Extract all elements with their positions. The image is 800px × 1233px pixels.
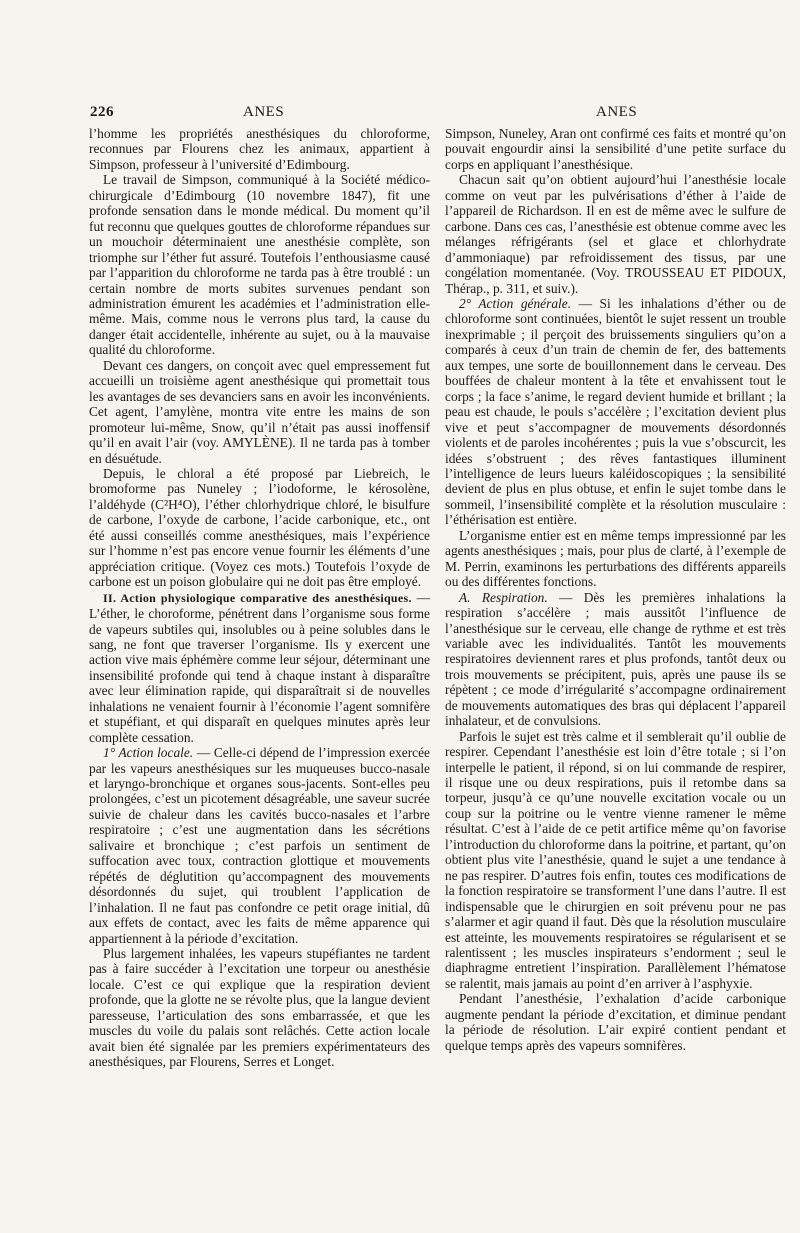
subsection-heading: A. Respiration. <box>459 589 548 605</box>
running-head-right: ANES <box>596 104 638 120</box>
paragraph: Simpson, Nuneley, Aran ont confirmé ces faits et montré qu’on pouvait engourdir ainsi la sensibilité d’une petite surface du corps en appliquant l’anesthésique. <box>445 126 786 172</box>
paragraph: Chacun sait qu’on obtient aujourd’hui l’anesthésie locale comme on veut par les pulvérisations d’éther à l’aide de l’appareil de Richardson. Il en est de même avec le sulfure de carbone. Dans ces cas, l’anesthésie est obtenue comme avec les mélanges réfrigérants (sel et glace et chlorhydrate d’ammoniaque) par refroidissement des tissus, par une congélation momentanée. (Voy. TROUSSEAU ET PIDOUX, Thérap., p. 311, et suiv.). <box>445 172 786 296</box>
paragraph: Parfois le sujet est très calme et il semblerait qu’il oublie de respirer. Cependant l’anesthésie est loin d’être totale ; si l’on interpelle le patient, il répond, si on lui commande de respirer, il risque une ou deux respirations, puis il retombe dans sa torpeur, jusqu’à ce qu’une nouvelle excitation vocale ou un coup sur la poitrine ou le ventre vienne ramener le même résultat. C’est à l’aide de ce petit artifice même qu’on favorise l’introduction du chloroforme dans la poitrine, et partant, qu’on obtient plus vite l’anesthésie, quand le sujet a une tendance à ne pas respirer. D’autres fois enfin, toutes ces modifications de la fonction respiratoire se transforment l’une dans l’autre. Il est indispensable que le chirurgien en soit prévenu pour ne pas s’alarmer et agir quand il faut. Dès que la résolution musculaire est atteinte, les mouvements respiratoires se régularisent et se ralentissent ; les muscles inspirateurs s’endorment ; seul le diaphragme entretient l’inspiration. Parallèlement l’hématose se ralentit, mais jamais au point d’en arriver à l’asphyxie. <box>445 728 786 991</box>
paragraph-text: — Si les inhalations d’éther ou de chloroforme sont continuées, bientôt le sujet ressent un trouble inexprimable ; il perçoit des bruissements singuliers qu’on a comparés à ceux d’un train de chemin de fer, des battements aux tempes, une sorte de bouillonnement dans le cerveau. Des bouffées de chaleur montent à la tête et envahissent tout le corps ; la face s’anime, le regard devient humide et brillant ; la peau est chaude, le pouls s’accélère ; l’excitation devient plus vive et peut s’accompagner de mouvements désordonnés violents et de paroles incohérentes ; puis la vue s’obscurcit, les idées s’obstruent ; des rêves fantastiques illuminent l’intelligence de leurs lueurs kaléidoscopiques ; la sensibilité devient de plus en plus obtuse, et enfin le sujet tombe dans le sommeil, l’insensibilité complète et la résolution musculaire : l’éthérisation est entière. <box>445 295 786 528</box>
section-paragraph <box>89 745 430 946</box>
section-paragraph <box>89 590 430 746</box>
subsection-heading: 1° Action locale. <box>103 745 194 761</box>
paragraph-text: — L’éther, le choroforme, pénétrent dans l’organisme sous forme de vapeurs subtiles qui, insolubles ou à peine solubles dans le sang, ne font que traverser l’organisme. Ils y exercent une action vive mais éphémère comme leur séjour, déterminant une insensibilité profonde qui tend à chaque instant à disparaître avec leur élimination rapide, qui disparaîtrait si de nouvelles inhalations ne venaient fournir à l’économie l’agent somnifère et stupéfiant, et qui disparaît en quelques minutes après leur complète cessation. <box>89 589 430 745</box>
running-head-left: ANES <box>243 104 285 120</box>
section-paragraph <box>445 590 786 729</box>
paragraph: L’organisme entier est en même temps impressionné par les agents anesthésiques ; mais, pour plus de clarté, à l’exemple de M. Perrin, examinons les perturbations des différents appareils ou des différentes fonctions. <box>445 527 786 590</box>
left-column <box>89 126 430 1070</box>
paragraph: Depuis, le chloral a été proposé par Liebreich, le bromoforme pas Nuneley ; l’iodoforme, le kérosolène, l’aldéhyde (C²H⁴O), l’éther chlorhydrique chloré, le bisulfure de carbone, l’oxyde de carbone, l’acide carbonique, etc., ont été aussi conseillés comme anesthésiques, mais l’expérience sur l’homme n’est pas encore venue fournir les éléments d’une appréciation critique. (Voyez ces mots.) Toutefois l’oxyde de carbone est un poison globulaire qui ne doit pas être employé. <box>89 465 430 590</box>
paragraph: Devant ces dangers, on conçoit avec quel empressement fut accueilli un troisième agent anesthésique qui promettait tous les avantages de ses devanciers sans en avoir les inconvénients. Cet agent, l’amylène, montra vite entre les mains de son promoteur lui-même, Snow, qu’il n’était pas aussi inoffensif qu’il en avait l’air (voy. AMYLÈNE). Il ne tarda pas à tomber en désuétude. <box>89 357 430 466</box>
paragraph: l’homme les propriétés anesthésiques du chloroforme, reconnues par Flourens chez les animaux, appartient à Simpson, professeur à l’université d’Edimbourg. <box>89 126 430 172</box>
paragraph: Pendant l’anesthésie, l’exhalation d’acide carbonique augmente pendant la période d’excitation, et diminue pendant la période de résolution. L’air expiré contient pendant et quelque temps après des vapeurs somnifères. <box>445 991 786 1053</box>
section-heading: II. Action physiologique comparative des anesthésiques. <box>103 590 412 605</box>
paragraph: Plus largement inhalées, les vapeurs stupéfiantes ne tardent pas à faire succéder à l’excitation une torpeur ou anesthésie locale. C’est ce qui explique que la respiration devient profonde, que la glotte ne se révolte plus, que la langue devient paresseuse, l’articulation des sons embarrassée, et que les muscles du voile du palais sont relâchés. Cette action locale avait bien été signalée par les premiers expérimentateurs des anesthésiques, par Flourens, Serres et Longet. <box>89 946 430 1070</box>
paragraph-text: — Dès les premières inhalations la respiration s’accélère ; mais aussitôt l’influence de l’anesthésique sur le cerveau, elle change de rythme et est très variable avec les individualités. Tantôt les mouvements respiratoires deviennent rares et plus profonds, tantôt deux ou trois mouvements se précipitent, puis, après une pause ils se répètent ; ce mode d’irrégularité s’accompagne ordinairement de mouvements automatiques des bras qui déplacent l’appareil inhalateur, et de convulsions. <box>445 589 786 729</box>
section-paragraph <box>445 296 786 528</box>
paragraph: Le travail de Simpson, communiqué à la Société médico-chirurgicale d’Edimbourg (10 novembre 1847), fit une profonde sensation dans le monde médical. Du moment qu’il fut reconnu que quelques gouttes de chloroforme répandues sur un mouchoir déterminaient une anesthésie complète, son triomphe sur l’éther fut assuré. Toutefois l’enthousiasme causé par l’apparition du chloroforme ne tarda pas à être troublé : un certain nombre de morts subites survenues pendant son administration émurent les académies et l’administration elle-même. Mais, comme nous le verrons plus tard, la cause du danger était accidentelle, inhérente au sujet, ou à la mauvaise qualité du chloroforme. <box>89 172 430 358</box>
paragraph-text: — Celle-ci dépend de l’impression exercée par les vapeurs anesthésiques sur les muqueuses bucco-nasale et laryngo-bronchique et organes sous-jacents. Sont-elles peu prolongées, c’est un picotement désagréable, une saveur sucrée suivie de chaleur dans les cavités bucco-nasales et l’arbre respiratoire ; c’est une augmentation dans les sécrétions salivaire et bronchique ; c’est parfois un sentiment de suffocation avec toux, contraction glottique et mouvements répétés de déglutition qu’accompagnent des mouvements désordonnés du sujet, qui troublent l’application de l’inhalation. Il ne faut pas confondre ce petit orage initial, dû aux effets de contact, avec les faits de même apparence qui appartiennent à la période d’excitation. <box>89 745 431 946</box>
right-column <box>445 126 786 1053</box>
page-number: 226 <box>90 104 114 120</box>
subsection-heading: 2° Action générale. <box>459 295 572 311</box>
